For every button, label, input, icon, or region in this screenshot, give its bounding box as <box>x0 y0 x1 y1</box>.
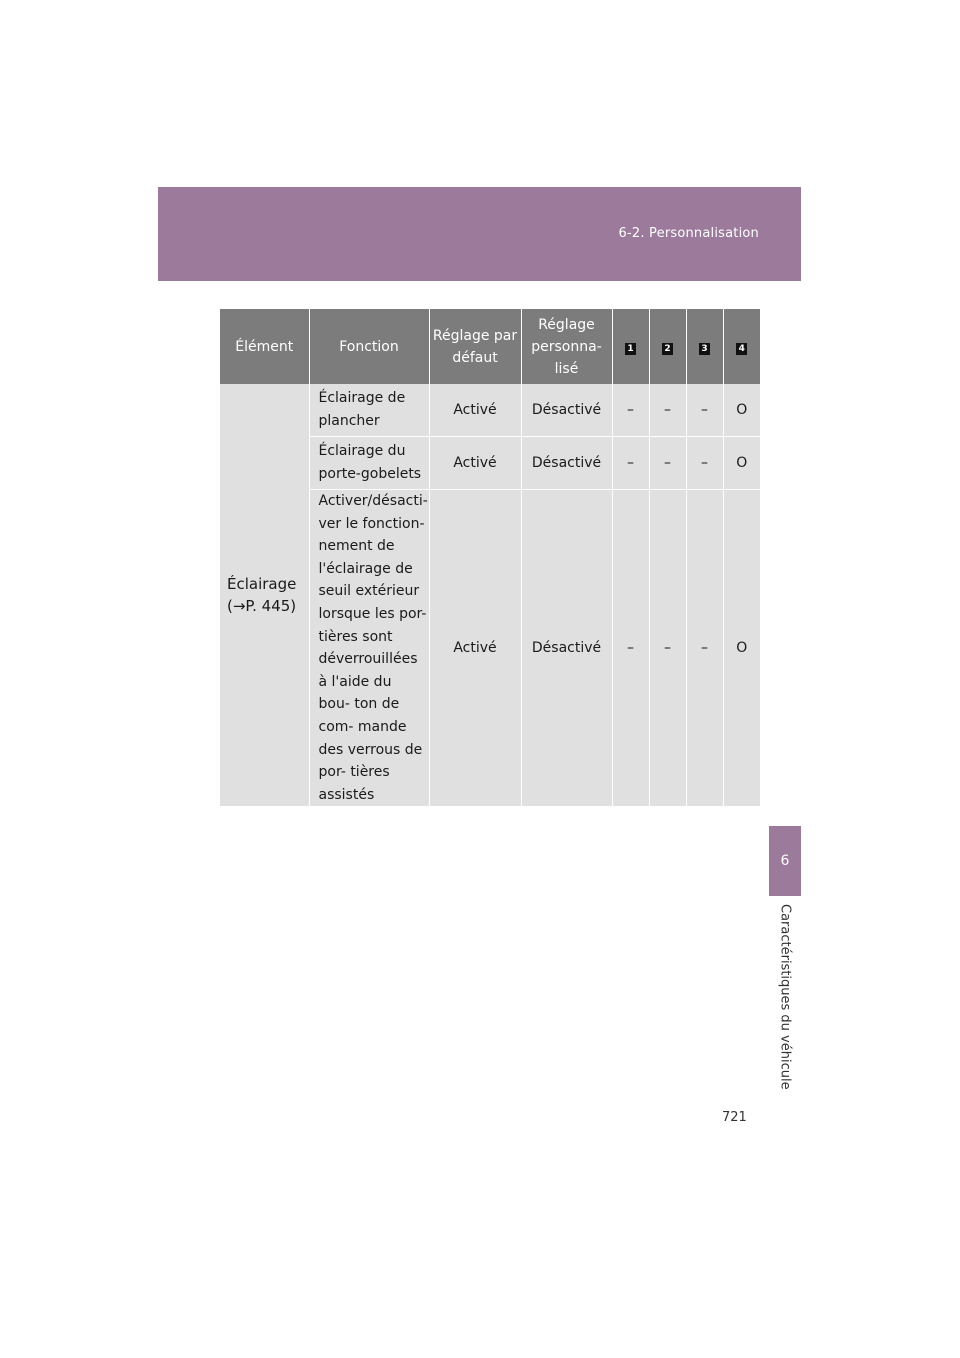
header-custom: Réglage personna- lisé <box>521 309 612 384</box>
table-header-row <box>220 309 760 384</box>
default-cell: Activé <box>429 384 521 437</box>
mark-cell: O <box>723 437 760 490</box>
header-band <box>158 187 801 281</box>
mark-cell: – <box>649 384 686 437</box>
function-cell: Éclairage du porte-gobelets <box>309 437 429 490</box>
chapter-title: Caractéristiques du véhicule <box>777 904 793 1090</box>
chapter-tab <box>769 826 801 896</box>
mark-cell: – <box>686 384 723 437</box>
mode-3-badge: 3 <box>699 343 710 355</box>
element-cell: Éclairage (→P. 445) <box>220 384 309 807</box>
page-number: 721 <box>722 1110 747 1125</box>
mode-1-badge: 1 <box>625 343 636 355</box>
custom-cell: Désactivé <box>521 437 612 490</box>
function-cell: Éclairage de plancher <box>309 384 429 437</box>
default-cell: Activé <box>429 437 521 490</box>
custom-cell: Désactivé <box>521 384 612 437</box>
header-mode-2 <box>649 309 686 384</box>
function-cell: Activer/désacti- ver le fonction- nement de l'éclairage de seuil extérieur lorsque les por- tières sont déverrouillées à l'aide du bou- ton de com- mande des verrous de por- tières assistés <box>309 490 429 807</box>
mark-cell: – <box>612 490 649 807</box>
mark-cell: – <box>612 384 649 437</box>
custom-cell: Désactivé <box>521 490 612 807</box>
settings-table <box>220 309 760 807</box>
header-element: Élément <box>220 309 309 384</box>
mode-2-badge: 2 <box>662 343 673 355</box>
header-mode-3 <box>686 309 723 384</box>
mark-cell: – <box>686 437 723 490</box>
chapter-number: 6 <box>780 853 790 869</box>
header-function: Fonction <box>309 309 429 384</box>
default-cell: Activé <box>429 490 521 807</box>
header-mode-4 <box>723 309 760 384</box>
mark-cell: – <box>612 437 649 490</box>
mark-cell: – <box>649 490 686 807</box>
header-mode-1 <box>612 309 649 384</box>
mode-4-badge: 4 <box>736 343 747 355</box>
section-title: 6-2. Personnalisation <box>618 226 759 241</box>
mark-cell: O <box>723 490 760 807</box>
header-default: Réglage par défaut <box>429 309 521 384</box>
mark-cell: O <box>723 384 760 437</box>
mark-cell: – <box>649 437 686 490</box>
table-row <box>220 384 760 437</box>
mark-cell: – <box>686 490 723 807</box>
chapter-label <box>769 904 801 1090</box>
